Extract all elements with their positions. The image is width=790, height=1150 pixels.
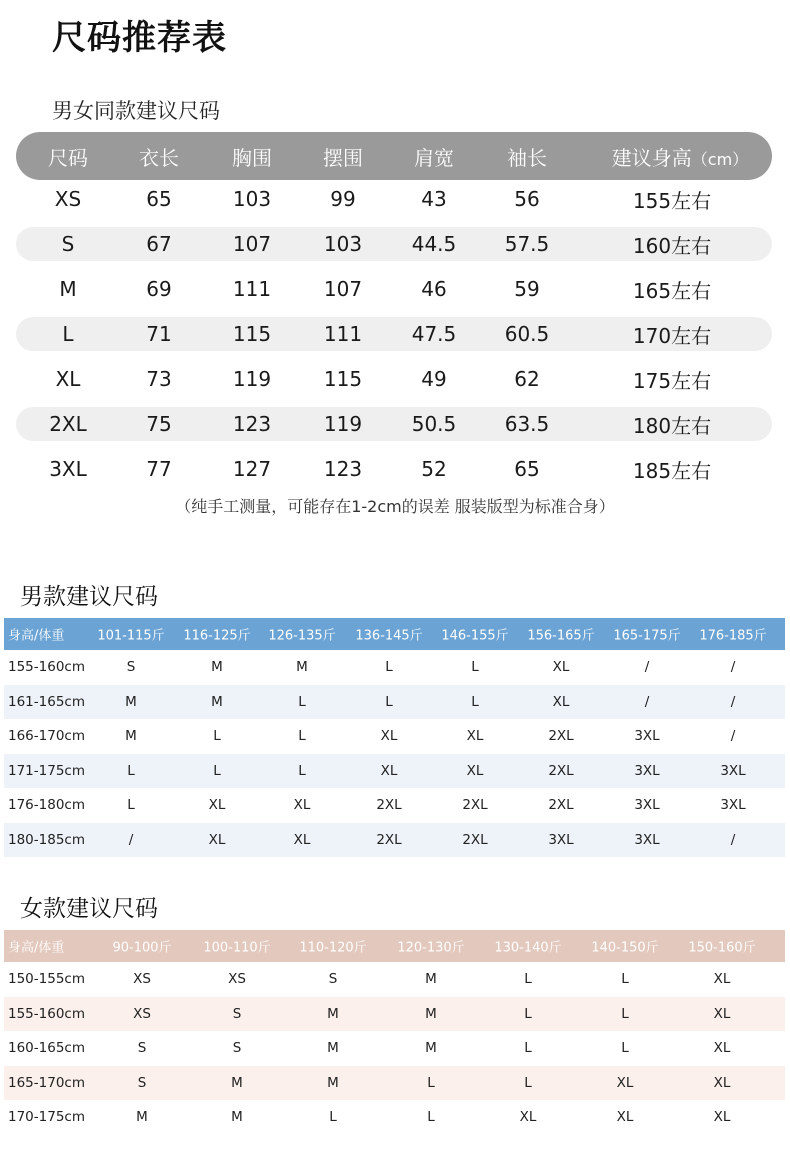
women-table-cell: L	[621, 1040, 629, 1057]
unisex-table-cell: 160左右	[632, 233, 712, 258]
women-table-cell: 165-170cm	[8, 1074, 85, 1091]
women-header-cell: 100-110斤	[203, 940, 271, 956]
women-header-cell: 130-140斤	[494, 940, 562, 956]
unisex-header-height-cell	[612, 142, 748, 171]
men-table-row	[4, 685, 785, 720]
women-table-cell: S	[328, 971, 338, 988]
unisex-table-cell: 111	[232, 277, 272, 301]
unisex-table-cell: 43	[421, 187, 447, 211]
women-table-row	[4, 997, 785, 1032]
men-table-cell: /	[730, 831, 736, 848]
unisex-table-row	[16, 227, 772, 261]
men-table-cell: 171-175cm	[8, 762, 85, 779]
women-table-cell: XL	[616, 1109, 634, 1126]
women-table-cell: L	[524, 971, 532, 988]
women-table-row	[4, 962, 785, 997]
women-table-cell: XL	[713, 971, 731, 988]
men-table-row	[4, 719, 785, 754]
unisex-table-cell: S	[61, 232, 75, 256]
unisex-table-cell: 180左右	[632, 413, 712, 438]
page-title: 尺码推荐表	[52, 18, 227, 58]
unisex-table-cell: 46	[421, 277, 447, 301]
men-header-cell: 146-155斤	[441, 628, 509, 644]
men-table-cell: L	[213, 728, 221, 745]
unisex-table-cell: 111	[323, 322, 363, 346]
men-table-cell: 3XL	[720, 762, 746, 779]
women-header-cell: 110-120斤	[299, 940, 367, 956]
men-table-cell: L	[471, 693, 479, 710]
men-table-cell: XL	[208, 831, 226, 848]
men-size-table	[4, 618, 785, 857]
unisex-header-label: 建议身高	[611, 145, 692, 170]
women-table-cell: M	[425, 1040, 437, 1057]
women-table-cell: S	[137, 1074, 147, 1091]
unisex-table-cell: 103	[232, 187, 272, 211]
men-table-cell: 2XL	[462, 797, 488, 814]
unisex-table-cell: 65	[146, 187, 172, 211]
women-table-cell: M	[327, 1005, 339, 1022]
unisex-table-row	[16, 182, 772, 216]
men-table-cell: 166-170cm	[8, 728, 85, 745]
men-table-cell: L	[385, 693, 393, 710]
men-table-cell: 2XL	[376, 797, 402, 814]
women-header-cell: 身高/体重	[8, 940, 65, 956]
men-table-cell: XL	[208, 797, 226, 814]
unisex-table-cell: 119	[232, 367, 272, 391]
unisex-header-cell: 尺码	[48, 145, 88, 170]
unisex-table-cell: 57.5	[504, 232, 550, 256]
unisex-table-cell: 63.5	[504, 412, 550, 436]
unisex-table-cell: XS	[54, 187, 82, 211]
men-table-cell: /	[644, 659, 650, 676]
women-table-cell: M	[231, 1109, 243, 1126]
unisex-table-cell: 127	[232, 457, 272, 481]
men-table-cell: 3XL	[720, 797, 746, 814]
men-table-cell: 3XL	[548, 831, 574, 848]
women-table-cell: M	[327, 1040, 339, 1057]
women-table-cell: 160-165cm	[8, 1040, 85, 1057]
unisex-table-cell: 107	[232, 232, 272, 256]
women-table-cell: XS	[133, 971, 151, 988]
men-header-cell: 126-135斤	[268, 628, 336, 644]
men-table-cell: /	[730, 659, 736, 676]
women-table-row	[4, 1100, 785, 1135]
men-table-cell: /	[730, 693, 736, 710]
men-table-cell: /	[128, 831, 134, 848]
men-table-cell: /	[730, 728, 736, 745]
women-table-cell: XL	[519, 1109, 537, 1126]
women-table-cell: M	[425, 1005, 437, 1022]
unisex-table-cell: 73	[146, 367, 172, 391]
women-table-cell: 170-175cm	[8, 1109, 85, 1126]
men-table-cell: 3XL	[634, 762, 660, 779]
unisex-table-cell: L	[62, 322, 74, 346]
women-header-cell: 140-150斤	[591, 940, 659, 956]
men-table-cell: L	[298, 693, 306, 710]
women-header-cell: 120-130斤	[397, 940, 465, 956]
men-table-cell: M	[125, 693, 137, 710]
unisex-table-cell: 107	[323, 277, 363, 301]
unisex-header-cell: 胸围	[232, 145, 272, 170]
women-table-cell: L	[524, 1040, 532, 1057]
women-table-cell: L	[621, 1005, 629, 1022]
women-table-cell: S	[232, 1005, 242, 1022]
men-table-cell: XL	[380, 762, 398, 779]
women-table-row	[4, 1066, 785, 1101]
women-table-cell: 150-155cm	[8, 971, 85, 988]
unisex-table-cell: 2XL	[49, 412, 87, 436]
unisex-table-cell: 123	[323, 457, 363, 481]
men-header-cell: 136-145斤	[355, 628, 423, 644]
women-header-cell: 90-100斤	[112, 940, 172, 956]
men-table-cell: L	[213, 762, 221, 779]
men-header-cell: 156-165斤	[527, 628, 595, 644]
women-header-row	[4, 930, 785, 962]
men-table-row	[4, 754, 785, 789]
women-table-cell: L	[524, 1074, 532, 1091]
unisex-table-cell: 75	[146, 412, 172, 436]
unisex-table-cell: XL	[55, 367, 81, 391]
men-table-cell: XL	[466, 762, 484, 779]
men-header-cell: 176-185斤	[699, 628, 767, 644]
unisex-table-row	[16, 452, 772, 486]
men-table-cell: /	[644, 693, 650, 710]
women-table-cell: 155-160cm	[8, 1005, 85, 1022]
men-table-cell: L	[127, 797, 135, 814]
women-table-cell: L	[329, 1109, 337, 1126]
men-table-cell: M	[125, 728, 137, 745]
measurement-note: （纯手工测量，可能存在1-2cm的误差 服装版型为标准合身）	[175, 497, 615, 516]
unisex-table-cell: 115	[232, 322, 272, 346]
unisex-table-cell: 123	[232, 412, 272, 436]
unisex-table-cell: 175左右	[632, 368, 712, 393]
unisex-header-row	[16, 132, 772, 180]
unisex-table-cell: 52	[421, 457, 447, 481]
women-table-cell: L	[427, 1074, 435, 1091]
men-table-cell: L	[385, 659, 393, 676]
men-section-title: 男款建议尺码	[20, 584, 158, 610]
unisex-table-cell: 103	[323, 232, 363, 256]
men-table-cell: XL	[293, 831, 311, 848]
unisex-table-cell: M	[59, 277, 77, 301]
men-table-cell: 2XL	[462, 831, 488, 848]
unisex-table-cell: 3XL	[49, 457, 87, 481]
men-table-cell: M	[211, 693, 223, 710]
men-header-cell: 身高/体重	[8, 628, 65, 644]
men-header-cell: 101-115斤	[97, 628, 165, 644]
women-table-cell: S	[232, 1040, 242, 1057]
men-table-row	[4, 650, 785, 685]
women-table-cell: XL	[713, 1040, 731, 1057]
unisex-table-cell: 170左右	[632, 323, 712, 348]
women-table-cell: M	[327, 1074, 339, 1091]
men-table-cell: XL	[552, 659, 570, 676]
women-table-cell: XL	[713, 1109, 731, 1126]
unisex-table-cell: 71	[146, 322, 172, 346]
unisex-table-cell: 119	[323, 412, 363, 436]
unisex-table-cell: 185左右	[632, 458, 712, 483]
unisex-table-cell: 50.5	[411, 412, 457, 436]
men-table-cell: L	[298, 762, 306, 779]
women-table-row	[4, 1031, 785, 1066]
women-table-cell: L	[427, 1109, 435, 1126]
women-table-cell: XL	[616, 1074, 634, 1091]
men-table-cell: L	[298, 728, 306, 745]
men-header-cell: 165-175斤	[613, 628, 681, 644]
men-table-cell: 3XL	[634, 797, 660, 814]
unisex-table-cell: 56	[514, 187, 540, 211]
unisex-table-cell: 44.5	[411, 232, 457, 256]
men-table-cell: 155-160cm	[8, 659, 85, 676]
men-table-cell: M	[296, 659, 308, 676]
women-table-cell: M	[425, 971, 437, 988]
unisex-header-cell: 摆围	[323, 145, 363, 170]
men-table-cell: 2XL	[548, 728, 574, 745]
men-table-row	[4, 823, 785, 858]
women-table-cell: S	[137, 1040, 147, 1057]
unisex-table-cell: 99	[330, 187, 356, 211]
women-section-title: 女款建议尺码	[20, 896, 158, 922]
unisex-table-cell: 60.5	[504, 322, 550, 346]
unisex-table-row	[16, 362, 772, 396]
women-table-cell: XS	[228, 971, 246, 988]
men-header-cell: 116-125斤	[183, 628, 251, 644]
unisex-table-cell: 65	[514, 457, 540, 481]
unisex-table-cell: 47.5	[411, 322, 457, 346]
men-table-cell: 161-165cm	[8, 693, 85, 710]
unisex-size-table	[16, 132, 772, 497]
women-table-cell: XS	[133, 1005, 151, 1022]
men-table-cell: L	[471, 659, 479, 676]
men-table-cell: 3XL	[634, 728, 660, 745]
men-table-cell: XL	[293, 797, 311, 814]
men-header-row	[4, 618, 785, 650]
women-header-cell: 150-160斤	[688, 940, 756, 956]
men-table-cell: 180-185cm	[8, 831, 85, 848]
men-table-cell: XL	[552, 693, 570, 710]
unisex-header-cell: 肩宽	[414, 145, 454, 170]
women-table-cell: M	[231, 1074, 243, 1091]
men-table-cell: 2XL	[548, 797, 574, 814]
men-table-cell: L	[127, 762, 135, 779]
men-table-cell: 3XL	[634, 831, 660, 848]
unisex-table-row	[16, 272, 772, 306]
men-table-cell: 2XL	[548, 762, 574, 779]
men-table-cell: XL	[466, 728, 484, 745]
women-table-cell: XL	[713, 1005, 731, 1022]
men-table-cell: 2XL	[376, 831, 402, 848]
unisex-section-title: 男女同款建议尺码	[52, 99, 220, 123]
unit-label: （cm）	[691, 149, 749, 169]
unisex-table-cell: 67	[146, 232, 172, 256]
unisex-header-cell: 袖长	[507, 145, 547, 170]
unisex-table-cell: 165左右	[632, 278, 712, 303]
unisex-table-row	[16, 317, 772, 351]
unisex-table-cell: 155左右	[632, 188, 712, 213]
unisex-table-cell: 77	[146, 457, 172, 481]
unisex-table-cell: 59	[514, 277, 540, 301]
unisex-table-cell: 69	[146, 277, 172, 301]
men-table-cell: S	[126, 659, 136, 676]
unisex-table-row	[16, 407, 772, 441]
men-table-cell: 176-180cm	[8, 797, 85, 814]
unisex-header-cell: 衣长	[139, 145, 179, 170]
women-size-table	[4, 930, 785, 1135]
unisex-table-cell: 49	[421, 367, 447, 391]
women-table-cell: L	[621, 971, 629, 988]
unisex-table-cell: 115	[323, 367, 363, 391]
men-table-row	[4, 788, 785, 823]
men-table-cell: XL	[380, 728, 398, 745]
women-table-cell: M	[136, 1109, 148, 1126]
women-table-cell: L	[524, 1005, 532, 1022]
men-table-cell: M	[211, 659, 223, 676]
women-table-cell: XL	[713, 1074, 731, 1091]
unisex-table-cell: 62	[514, 367, 540, 391]
